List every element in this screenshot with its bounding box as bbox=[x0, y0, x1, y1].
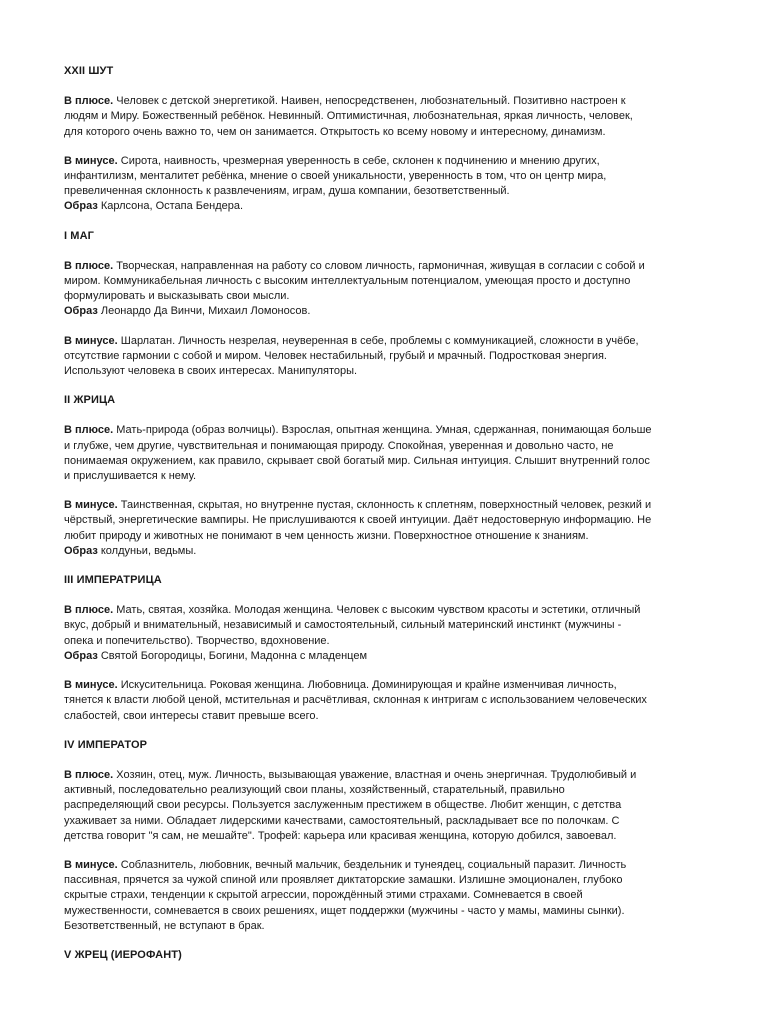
paragraph-label: Образ bbox=[64, 649, 98, 662]
paragraph-text: Сирота, наивность, чрезмерная уверенность в себе, склонен к подчинению и мнению других, bbox=[117, 154, 600, 167]
paragraph-text: миром. Коммуникабельная личность с высоким интеллектуальным потенциалом, умеющая просто и доступно bbox=[64, 275, 631, 288]
paragraph bbox=[64, 154, 708, 215]
paragraph-text: Используют человека в своих интересах. Манипуляторы. bbox=[64, 365, 358, 378]
paragraph-text: Святой Богородицы, Богини, Мадонна с младенцем bbox=[97, 649, 368, 662]
paragraph-text: отсутствие гармонии с собой и миром. Человек нестабильный, грубый и мрачный. Подростковая энергия. bbox=[64, 349, 607, 362]
paragraph bbox=[64, 603, 708, 664]
paragraph bbox=[64, 858, 708, 934]
paragraph bbox=[64, 498, 708, 559]
text-line bbox=[64, 169, 708, 184]
paragraph bbox=[64, 334, 708, 380]
text-line bbox=[64, 634, 708, 649]
text-line bbox=[64, 274, 708, 289]
section-heading: III ИМПЕРАТРИЦА bbox=[64, 574, 162, 587]
text-line bbox=[64, 154, 708, 169]
text-line bbox=[64, 919, 708, 934]
text-line bbox=[64, 199, 708, 214]
paragraph-label: В минусе. bbox=[64, 154, 118, 167]
paragraph bbox=[64, 678, 708, 724]
text-line bbox=[64, 904, 708, 919]
section-heading: IV ИМПЕРАТОР bbox=[64, 738, 148, 751]
paragraph-label: В минусе. bbox=[64, 858, 118, 871]
text-line bbox=[64, 289, 708, 304]
text-line bbox=[64, 618, 708, 633]
text-line bbox=[64, 529, 708, 544]
paragraph-text: Карлсона, Остапа Бендера. bbox=[97, 200, 244, 213]
section-heading: V ЖРЕЦ (ИЕРОФАНТ) bbox=[64, 948, 182, 961]
paragraph-text: мужественности, сомневается в своих решениях, ищет поддержки (мужчины - часто у мамы, мамины сынки). bbox=[64, 904, 625, 917]
text-line bbox=[64, 513, 708, 528]
text-line bbox=[64, 783, 708, 798]
paragraph-text: вкус, добрый и внимательный, независимый и самостоятельный, сильный материнский инстинкт (мужчины - bbox=[64, 619, 622, 632]
text-line bbox=[64, 829, 708, 844]
section bbox=[64, 64, 708, 215]
paragraph-text: активный, последовательно реализующий свои планы, хозяйственный, старательный, правильно bbox=[64, 784, 565, 797]
paragraph-text: инфантилизм, менталитет ребёнка, мнение о своей уникальности, уверенность в том, что он центр мира, bbox=[64, 170, 607, 183]
paragraph-text: Соблазнитель, любовник, вечный мальчик, бездельник и тунеядец, социальный паразит. Личность bbox=[117, 858, 627, 871]
paragraph-label: В плюсе. bbox=[64, 259, 114, 272]
text-line bbox=[64, 678, 708, 693]
paragraph-text: детства говорит "я сам, не мешайте". Трофей: карьера или красивая женщина, которую добился, завоевал. bbox=[64, 829, 617, 842]
paragraph-text: Хозяин, отец, муж. Личность, вызывающая уважение, властная и очень энергичная. Трудолюбивый и bbox=[113, 768, 637, 781]
paragraph-text: любит природу и животных не понимают в чем ценность жизни. Поверхностное отношение к знаниям. bbox=[64, 529, 589, 542]
paragraph-text: распределяющий свои ресурсы. Пользуется заслуженным престижем в обществе. Любит женщин, с детства bbox=[64, 799, 622, 812]
paragraph-text: Мать, святая, хозяйка. Молодая женщина. Человек с высоким чувством красоты и эстетики, отличный bbox=[113, 604, 641, 617]
section bbox=[64, 738, 708, 934]
paragraph-label: Образ bbox=[64, 200, 98, 213]
paragraph-text: колдуньи, ведьмы. bbox=[97, 544, 197, 557]
text-line bbox=[64, 259, 708, 274]
section-heading: I МАГ bbox=[64, 229, 94, 242]
section bbox=[64, 393, 708, 559]
text-line bbox=[64, 888, 708, 903]
text-line bbox=[64, 439, 708, 454]
paragraph-text: Человек с детской энергетикой. Наивен, непосредственен, любознательный. Позитивно настроен к bbox=[113, 95, 626, 108]
paragraph-label: В плюсе. bbox=[64, 768, 114, 781]
paragraph-text: людям и Миру. Божественный ребёнок. Невинный. Оптимистичная, любознательная, яркая личность, человек, bbox=[64, 110, 633, 123]
paragraph-label: В плюсе. bbox=[64, 424, 114, 437]
text-line bbox=[64, 109, 708, 124]
text-line bbox=[64, 498, 708, 513]
section-heading: XXII ШУТ bbox=[64, 65, 114, 77]
text-line bbox=[64, 693, 708, 708]
paragraph-text: скрытые страхи, тенденции к скрытой агрессии, порождённый этими страхами. Сомневается в своей bbox=[64, 889, 583, 902]
text-line bbox=[64, 873, 708, 888]
paragraph-text: слабостей, свои интересы ставит превыше всего. bbox=[64, 709, 319, 722]
paragraph-label: В плюсе. bbox=[64, 95, 114, 108]
paragraph-label: Образ bbox=[64, 544, 98, 557]
paragraph-text: Таинственная, скрытая, но внутренне пустая, склонность к сплетням, поверхностный человек, резкий и bbox=[117, 499, 652, 512]
text-line bbox=[64, 364, 708, 379]
paragraph-text: Безответственный, не вступают в брак. bbox=[64, 919, 265, 932]
paragraph-text: превеличенная склонность к развлечениям, играм, душа компании, безответственный. bbox=[64, 185, 510, 198]
text-line bbox=[64, 544, 708, 559]
paragraph-text: и глубже, чем другие, чувствительная и понимающая природу. Спокойная, уверенная и довольно часто, не bbox=[64, 439, 614, 452]
text-line bbox=[64, 603, 708, 618]
text-line bbox=[64, 768, 708, 783]
paragraph-text: тянется к власти любой ценой, мстительная и расчётливая, склонная к интригам с использованием человеческих bbox=[64, 694, 647, 707]
paragraph bbox=[64, 423, 708, 484]
paragraph-label: В минусе. bbox=[64, 499, 118, 512]
paragraph-text: для которого очень важно то, чем он занимается. Открытость ко всему новому и интересному, динамизм. bbox=[64, 125, 606, 138]
text-line bbox=[64, 454, 708, 469]
paragraph-text: Мать-природа (образ волчицы). Взрослая, опытная женщина. Умная, сдержанная, понимающая больше bbox=[113, 424, 652, 437]
paragraph-text: пассивная, прячется за чужой спиной или проявляет диктаторские замашки. Излишне эмоционален, глубоко bbox=[64, 874, 623, 887]
text-line bbox=[64, 469, 708, 484]
text-line bbox=[64, 798, 708, 813]
paragraph-text: Искусительница. Роковая женщина. Любовница. Доминирующая и крайне изменчивая личность, bbox=[117, 679, 617, 692]
paragraph-text: опека и попечительство). Творчество, вдохновение. bbox=[64, 634, 330, 647]
paragraph-text: формулировать и высказывать свои мысли. bbox=[64, 290, 290, 303]
text-line bbox=[64, 334, 708, 349]
paragraph-text: чёрствый, энергетические вампиры. Не прислушиваются к своей интуиции. Даёт недостоверную информацию. Не bbox=[64, 514, 652, 527]
text-line bbox=[64, 184, 708, 199]
section bbox=[64, 229, 708, 380]
paragraph bbox=[64, 768, 708, 844]
paragraph-label: В плюсе. bbox=[64, 604, 114, 617]
paragraph-text: ухаживает за ними. Обладает лидерскими качествами, самостоятельный, раскладывает все по полочкам. С bbox=[64, 814, 620, 827]
text-line bbox=[64, 94, 708, 109]
text-line bbox=[64, 125, 708, 140]
paragraph bbox=[64, 94, 708, 140]
section-heading: II ЖРИЦА bbox=[64, 394, 116, 407]
paragraph-label: В минусе. bbox=[64, 679, 118, 692]
paragraph-text: Творческая, направленная на работу со словом личность, гармоничная, живущая в согласии с собой и bbox=[113, 259, 645, 272]
paragraph-label: В минусе. bbox=[64, 334, 118, 347]
text-line bbox=[64, 349, 708, 364]
text-line bbox=[64, 423, 708, 438]
paragraph-label: Образ bbox=[64, 305, 98, 318]
text-line bbox=[64, 649, 708, 664]
section bbox=[64, 573, 708, 724]
section bbox=[64, 948, 708, 963]
text-line bbox=[64, 304, 708, 319]
text-line bbox=[64, 709, 708, 724]
text-line bbox=[64, 858, 708, 873]
paragraph bbox=[64, 259, 708, 320]
text-line bbox=[64, 814, 708, 829]
paragraph-text: Шарлатан. Личность незрелая, неуверенная в себе, проблемы с коммуникацией, сложности в учёбе, bbox=[117, 334, 639, 347]
paragraph-text: понимаемая окружением, как правило, скрывает свой богатый мир. Сильная интуиция. Слышит внутренний голос bbox=[64, 454, 650, 467]
paragraph-text: и прислушивается к нему. bbox=[64, 470, 197, 483]
paragraph-text: Леонардо Да Винчи, Михаил Ломоносов. bbox=[97, 305, 311, 318]
